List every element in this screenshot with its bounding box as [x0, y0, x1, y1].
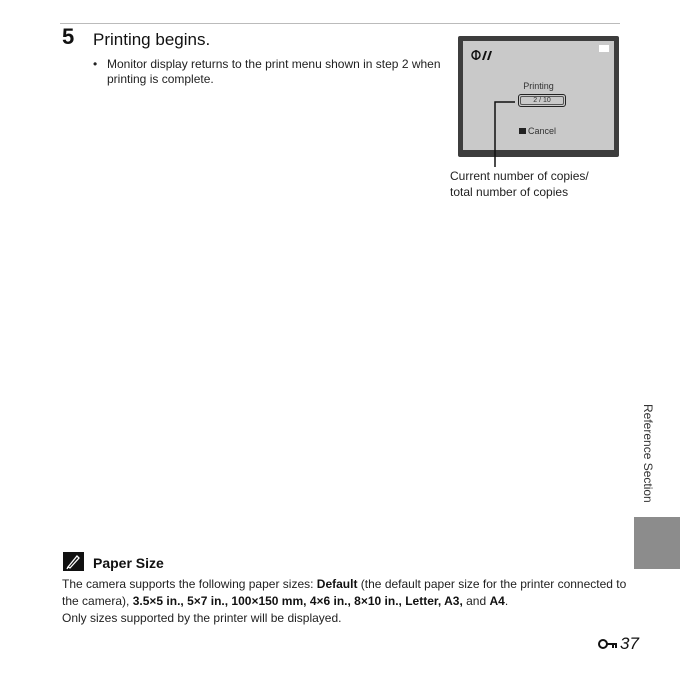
callout-line — [490, 95, 570, 175]
caption-line-2: total number of copies — [450, 185, 569, 199]
note-and: and — [462, 594, 490, 608]
note-period: . — [504, 594, 509, 608]
page-number — [598, 634, 639, 654]
page-number-text: 37 — [620, 634, 639, 653]
note-last-size: A4 — [489, 594, 505, 608]
side-section-label: Reference Section — [641, 404, 655, 503]
callout-caption — [450, 168, 620, 200]
top-rule — [60, 23, 620, 24]
note-sizes: 3.5×5 in., 5×7 in., 100×150 mm, 4×6 in., 8×10 in., Letter, A3, — [132, 594, 463, 608]
note-title: Paper Size — [93, 555, 164, 571]
copies-counter: 2 / 10 — [520, 96, 564, 105]
step-bullet-text: Monitor display returns to the print menu shown in step 2 when printing is complete. — [107, 57, 441, 86]
step-number: 5 — [62, 24, 75, 49]
note-default: Default — [316, 577, 358, 591]
pictbridge-icon — [471, 49, 493, 61]
battery-icon — [599, 45, 609, 52]
reference-section-icon — [598, 637, 618, 651]
note-body — [62, 576, 628, 627]
bullet-mark: • — [93, 57, 98, 71]
step-title: Printing begins. — [93, 30, 211, 49]
cancel-label: Cancel — [528, 126, 557, 136]
note-intro: The camera supports the following paper sizes: — [62, 577, 317, 591]
note-pencil-icon — [63, 552, 84, 571]
note-default-desc: (the default paper size for the printer connected to the camera), — [62, 577, 627, 608]
side-section-tab — [634, 517, 680, 569]
caption-line-1: Current number of copies/ — [450, 169, 589, 183]
printing-label: Printing — [523, 81, 554, 91]
note-line-3: Only sizes supported by the printer will be displayed. — [62, 611, 342, 625]
